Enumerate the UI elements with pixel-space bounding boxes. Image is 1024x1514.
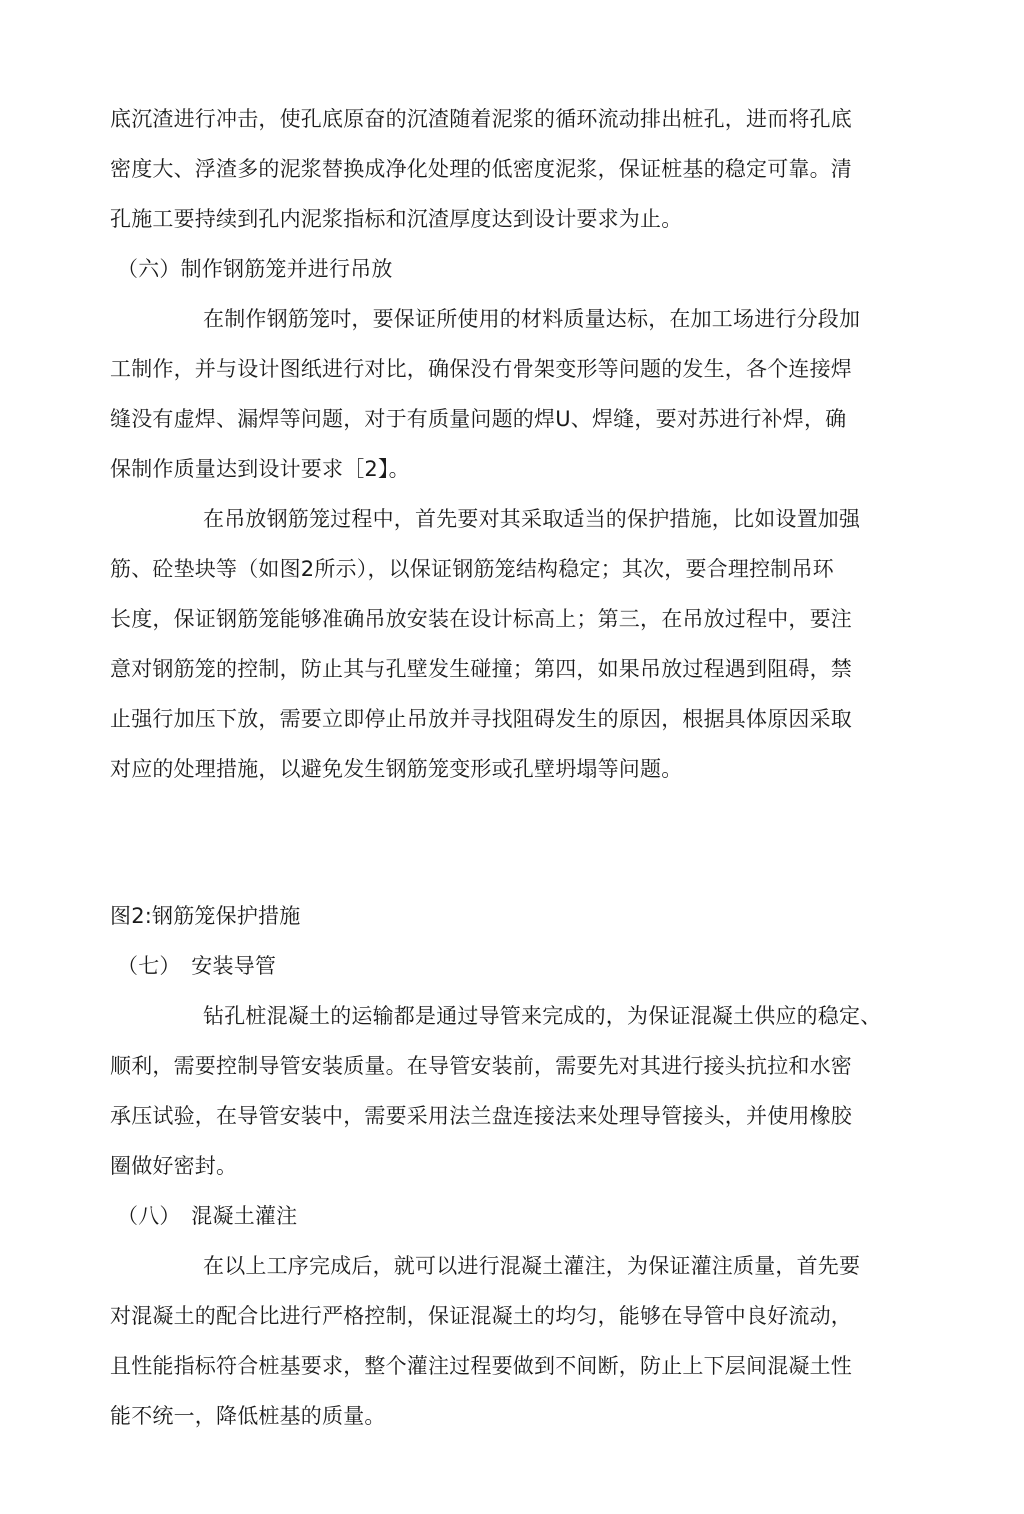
paragraph-line: 对应的处理措施，以避免发生钢筋笼变形或孔壁坍塌等问题。 [110, 757, 683, 781]
paragraph-line: 长度，保证钢筋笼能够准确吊放安装在设计标高上；第三，在吊放过程中，要注 [110, 607, 852, 631]
paragraph-line: 且性能指标符合桩基要求，整个灌注过程要做到不间断，防止上下层间混凝土性 [110, 1354, 852, 1378]
paragraph-line: 工制作，并与设计图纸进行对比，确保没冇骨架变形等问题的发生，各个连接焊 [110, 357, 852, 381]
paragraph-line: 钻孔桩混凝土的运输都是通过导管来完成的，为保证混凝土供应的稳定、 [203, 1004, 882, 1028]
paragraph-line: 圈做好密封。 [110, 1154, 238, 1178]
paragraph-line: 筋、砼垫块等（如图2所示），以保证钢筋笼结构稳定；其次，要合理控制吊环 [110, 557, 834, 581]
paragraph-line: 缝没有虚焊、漏焊等问题，对于有质量问题的焊U、焊缝，要对苏进行补焊，确 [110, 407, 847, 431]
paragraph-line: 密度大、浮渣多的泥浆替换成净化处理的低密度泥浆，保证桩基的稳定可靠。清 [110, 157, 852, 181]
paragraph-line: 在制作钢筋笼吋，要保证所使用的材料质量达标，在加工场进行分段加 [203, 307, 861, 331]
paragraph-line: 顺利，需要控制导管安装质量。在导管安装前，需要先对其进行接头抗拉和水密 [110, 1054, 852, 1078]
paragraph-line: 意对钢筋笼的控制，防止其与孔壁发生碰撞；第四，如果吊放过程遇到阻碍，禁 [110, 657, 852, 681]
paragraph-line: 止强行加压下放，需要立即停止吊放并寻找阻碍发生的原因，根据具体原因采取 [110, 707, 852, 731]
paragraph-line: 在吊放钢筋笼过程中，首先要对其采取适当的保护措施，比如设置加强 [203, 507, 861, 531]
paragraph-line: 保制作质量达到设计要求［2】。 [110, 457, 410, 481]
section-heading: （八） 混凝土灌注 [117, 1204, 298, 1228]
paragraph-line: 底沉渣进行冲击，使孔底原奋的沉渣随着泥浆的循环流动排出桩孔，进而将孔底 [110, 107, 852, 131]
paragraph-line: 孔施工要持续到孔内泥浆指标和沉渣厚度达到设计要求为止。 [110, 207, 683, 231]
paragraph-line: 在以上工序完成后，就可以进行混凝土灌注，为保证灌注质量，首先要 [203, 1254, 861, 1278]
paragraph-line: 对混凝土的配合比进行严格控制，保证混凝土的均匀，能够在导管中良好流动， [110, 1304, 852, 1328]
figure-caption: 图2:钢筋笼保护措施 [110, 904, 301, 928]
section-heading: （六）制作钢筋笼并进行吊放 [117, 257, 393, 281]
paragraph-line: 能不统一，降低桩基的质量。 [110, 1404, 386, 1428]
paragraph-line: 承压试验，在导管安装中，需要采用法兰盘连接法来处理导管接头，并使用橡胶 [110, 1104, 852, 1128]
section-heading: （七） 安装导管 [117, 954, 277, 978]
